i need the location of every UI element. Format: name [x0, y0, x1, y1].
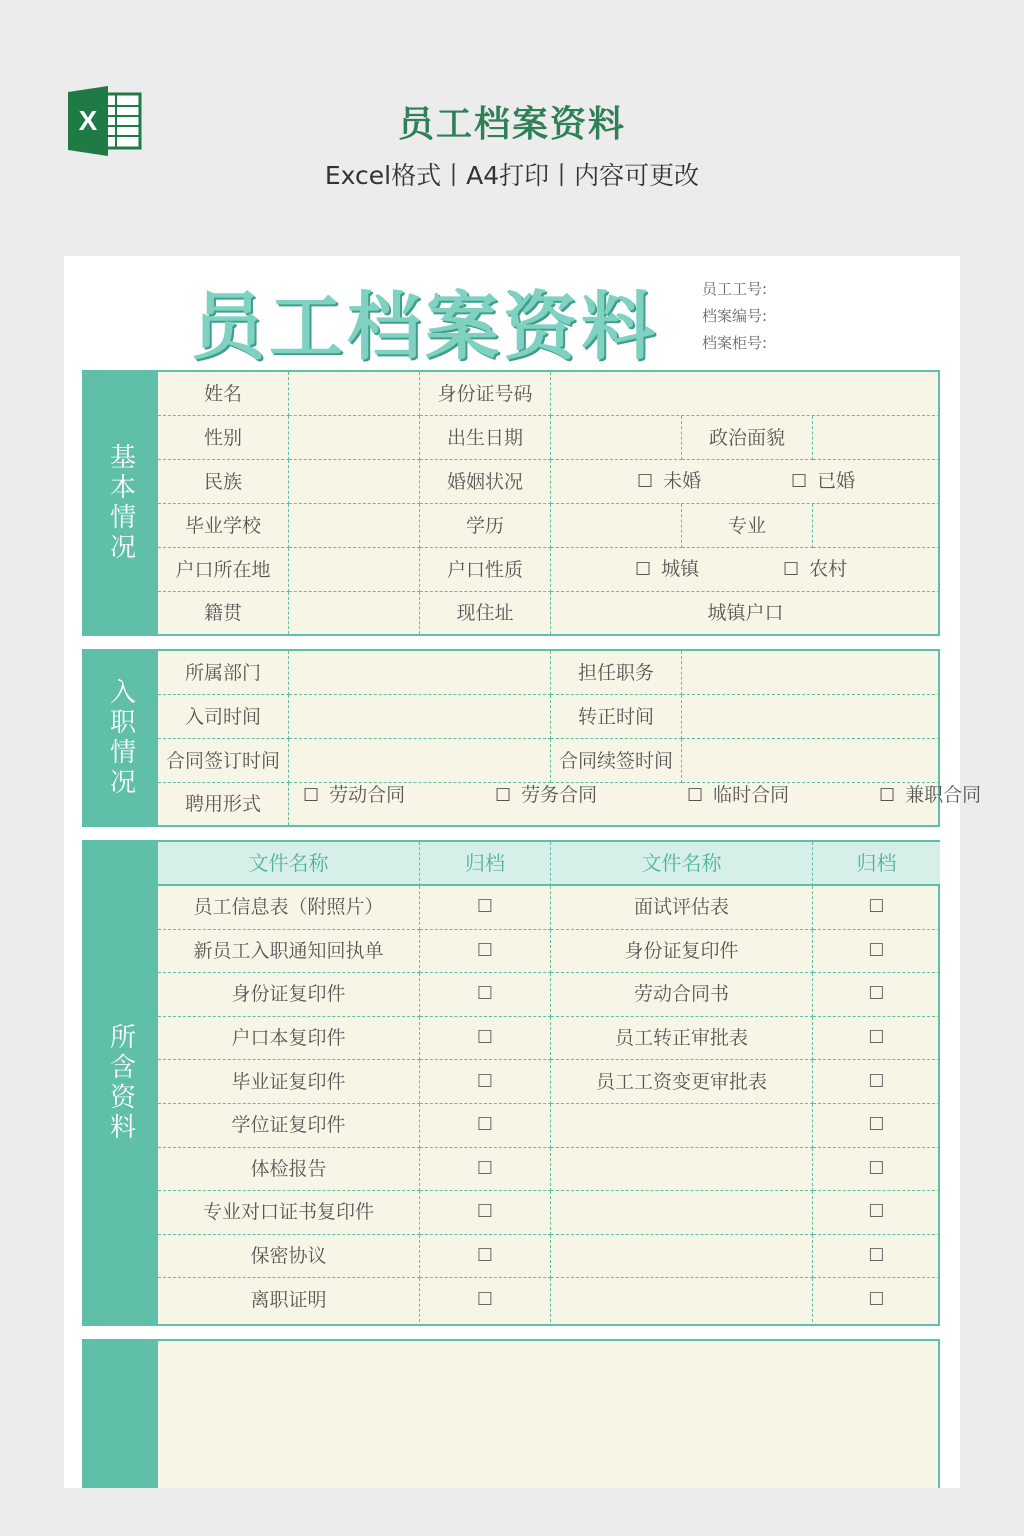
file-name-cell: 劳动合同书 [551, 973, 813, 1017]
hukou-type-label: 户口性质 [420, 548, 551, 592]
hukou-type-options [551, 548, 940, 592]
political-field[interactable] [813, 416, 940, 460]
archive-checkbox[interactable]: ☐ [813, 1060, 940, 1104]
file-name-cell: 学位证复印件 [158, 1104, 420, 1148]
checkbox-icon: ☐ [783, 559, 800, 580]
col-archive-left: 归档 [420, 842, 551, 886]
file-name-cell: 毕业证复印件 [158, 1060, 420, 1104]
temp-contract-option[interactable]: ☐ 临时合同 [687, 784, 790, 806]
file-name-cell [551, 1235, 813, 1279]
svg-text:X: X [78, 105, 98, 136]
basic-info-section [82, 370, 940, 636]
checkbox-icon: ☐ [637, 471, 654, 492]
file-name-cell: 保密协议 [158, 1235, 420, 1279]
education-field[interactable] [551, 504, 682, 548]
position-label: 担任职务 [551, 651, 682, 695]
entry-info-label: 入职情况 [84, 651, 158, 825]
archive-checkbox[interactable]: ☐ [420, 1060, 551, 1104]
id-fields [702, 276, 767, 357]
file-name-cell: 面试评估表 [551, 886, 813, 930]
school-label: 毕业学校 [158, 504, 289, 548]
page-title: 员工档案资料 [397, 104, 626, 145]
service-contract-option[interactable]: ☐ 劳务合同 [495, 784, 598, 806]
archive-checkbox[interactable]: ☐ [813, 1235, 940, 1279]
major-field[interactable] [813, 504, 940, 548]
labor-contract-option[interactable]: ☐ 劳动合同 [303, 784, 406, 806]
marital-label: 婚姻状况 [420, 460, 551, 504]
archive-checkbox[interactable]: ☐ [813, 1104, 940, 1148]
archive-checkbox[interactable]: ☐ [813, 1017, 940, 1061]
checkbox-icon: ☐ [687, 785, 704, 806]
hukou-location-label: 户口所在地 [158, 548, 289, 592]
notes-area[interactable] [158, 1341, 938, 1488]
rural-option[interactable]: ☐ 农村 [783, 558, 848, 580]
employee-number-label: 员工工号: [702, 280, 768, 298]
contract-renew-label: 合同续签时间 [551, 739, 682, 783]
checkbox-icon: ☐ [791, 471, 808, 492]
join-date-label: 入司时间 [158, 695, 289, 739]
archive-checkbox[interactable]: ☐ [420, 1191, 551, 1235]
page-subtitle: Excel格式丨A4打印丨内容可更改 [324, 161, 700, 190]
part-time-option[interactable]: ☐ 兼职合同 [879, 784, 982, 806]
ethnicity-field[interactable] [289, 460, 420, 504]
archive-checkbox[interactable]: ☐ [813, 973, 940, 1017]
name-label: 姓名 [158, 372, 289, 416]
archive-checkbox[interactable]: ☐ [813, 1191, 940, 1235]
cabinet-number-label: 档案柜号: [702, 334, 768, 352]
name-field[interactable] [289, 372, 420, 416]
department-field[interactable] [289, 651, 551, 695]
file-name-cell [551, 1148, 813, 1192]
checkbox-icon: ☐ [303, 785, 320, 806]
archive-number-label: 档案编号: [702, 307, 768, 325]
file-name-cell: 户口本复印件 [158, 1017, 420, 1061]
file-name-cell: 体检报告 [158, 1148, 420, 1192]
checkbox-icon: ☐ [495, 785, 512, 806]
file-name-cell: 专业对口证书复印件 [158, 1191, 420, 1235]
file-name-cell: 员工转正审批表 [551, 1017, 813, 1061]
file-name-cell: 新员工入职通知回执单 [158, 930, 420, 974]
address-field[interactable]: 城镇户口 [707, 602, 784, 624]
checkbox-icon: ☐ [879, 785, 896, 806]
documents-label: 所含资料 [84, 842, 158, 1324]
education-label: 学历 [420, 504, 551, 548]
school-field[interactable] [289, 504, 420, 548]
archive-checkbox[interactable]: ☐ [420, 973, 551, 1017]
native-place-label: 籍贯 [158, 592, 289, 634]
archive-checkbox[interactable]: ☐ [420, 930, 551, 974]
gender-label: 性别 [158, 416, 289, 460]
archive-checkbox[interactable]: ☐ [420, 1278, 551, 1322]
birth-date-field[interactable] [551, 416, 682, 460]
regular-date-field[interactable] [682, 695, 940, 739]
checkbox-icon: ☐ [635, 559, 652, 580]
basic-info-label: 基本情况 [84, 372, 158, 634]
birth-date-label: 出生日期 [420, 416, 551, 460]
major-label: 专业 [682, 504, 813, 548]
file-name-cell: 身份证复印件 [158, 973, 420, 1017]
id-number-field[interactable] [551, 372, 940, 416]
archive-checkbox[interactable]: ☐ [813, 886, 940, 930]
file-name-cell: 员工工资变更审批表 [551, 1060, 813, 1104]
archive-checkbox[interactable]: ☐ [420, 1148, 551, 1192]
entry-info-section [82, 649, 982, 827]
col-archive-right: 归档 [813, 842, 940, 886]
contract-sign-label: 合同签订时间 [158, 739, 289, 783]
archive-checkbox[interactable]: ☐ [420, 1017, 551, 1061]
urban-option[interactable]: ☐ 城镇 [635, 558, 700, 580]
native-place-field[interactable] [289, 592, 420, 634]
gender-field[interactable] [289, 416, 420, 460]
join-date-field[interactable] [289, 695, 551, 739]
file-name-cell [551, 1104, 813, 1148]
file-name-cell: 员工信息表（附照片） [158, 886, 420, 930]
archive-checkbox[interactable]: ☐ [813, 1148, 940, 1192]
archive-checkbox[interactable]: ☐ [420, 886, 551, 930]
file-name-cell [551, 1191, 813, 1235]
department-label: 所属部门 [158, 651, 289, 695]
hukou-location-field[interactable] [289, 548, 420, 592]
documents-section [82, 840, 940, 1326]
archive-checkbox[interactable]: ☐ [813, 930, 940, 974]
notes-section [82, 1339, 940, 1488]
regular-date-label: 转正时间 [551, 695, 682, 739]
id-number-label: 身份证号码 [420, 372, 551, 416]
archive-checkbox[interactable]: ☐ [420, 1235, 551, 1279]
hire-type-label: 聘用形式 [158, 783, 289, 825]
position-field[interactable] [682, 651, 940, 695]
married-option[interactable]: ☐ 已婚 [791, 470, 856, 492]
col-file-name-right: 文件名称 [551, 842, 813, 886]
file-name-cell [551, 1278, 813, 1322]
archive-checkbox[interactable]: ☐ [868, 1289, 885, 1311]
document-title: 员工档案资料 [191, 284, 659, 370]
marital-options [551, 460, 940, 504]
form-sheet [64, 256, 982, 1488]
address-label: 现住址 [420, 592, 551, 634]
political-label: 政治面貌 [682, 416, 813, 460]
hire-type-options [289, 783, 982, 825]
col-file-name-left: 文件名称 [158, 842, 420, 886]
file-name-cell: 离职证明 [158, 1278, 420, 1322]
unmarried-option[interactable]: ☐ 未婚 [637, 470, 702, 492]
notes-label [84, 1341, 158, 1488]
contract-sign-field[interactable] [289, 739, 551, 783]
archive-checkbox[interactable]: ☐ [420, 1104, 551, 1148]
file-name-cell: 身份证复印件 [551, 930, 813, 974]
contract-renew-field[interactable] [682, 739, 940, 783]
ethnicity-label: 民族 [158, 460, 289, 504]
